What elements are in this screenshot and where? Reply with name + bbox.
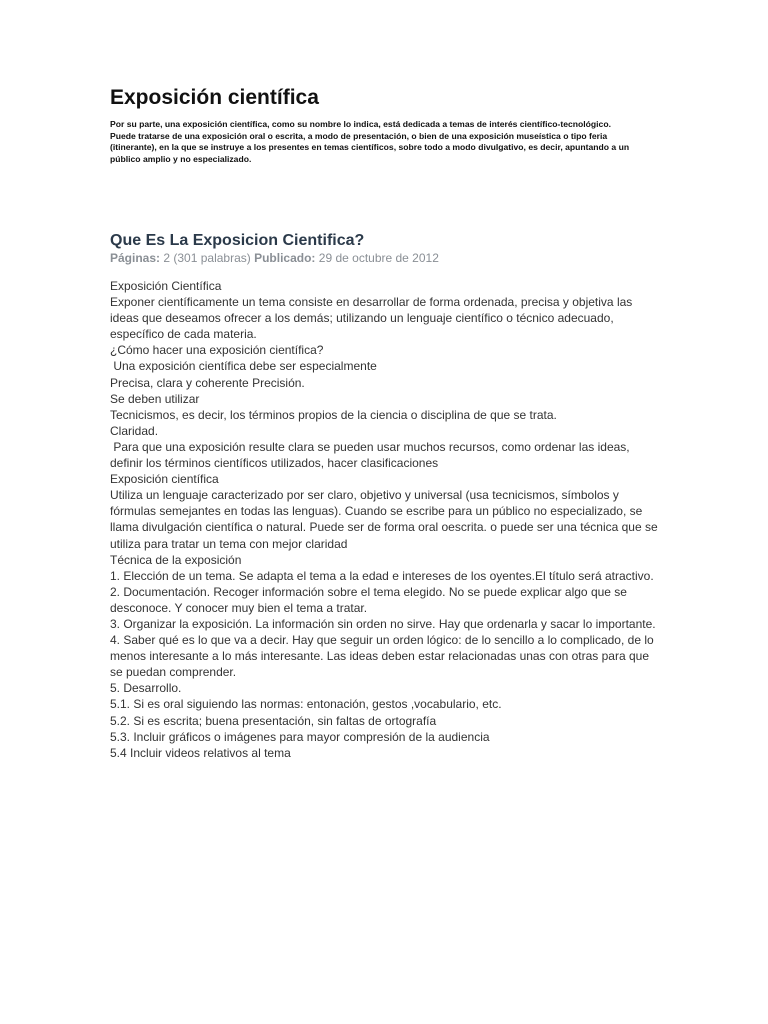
body-line: Utiliza un lenguaje caracterizado por ser claro, objetivo y universal (usa tecnicismos, símbolos y fórmulas semejantes en todas las lenguas). Cuando se escribe para un público no especializado, se llama divulgación científica o natural. Puede ser de forma oral oescrita. o puede ser una técnica que se utiliza para tratar un tema con mejor claridad bbox=[110, 488, 661, 551]
article-meta bbox=[110, 251, 439, 265]
body-line: Una exposición científica debe ser especialmente bbox=[110, 359, 377, 374]
body-line: 3. Organizar la exposición. La información sin orden no sirve. Hay que ordenarla y sacar lo importante. bbox=[110, 616, 656, 631]
body-line: 5. Desarrollo. bbox=[110, 681, 182, 696]
pages-value: 2 (301 palabras) bbox=[163, 251, 251, 265]
article-body bbox=[110, 278, 660, 761]
pages-label: Páginas: bbox=[110, 251, 161, 265]
body-line: 4. Saber qué es lo que va a decir. Hay que seguir un orden lógico: de lo sencillo a lo complicado, de lo menos interesante a lo más interesante. Las ideas deben estar relacionadas unas con otras para que se puedan comprender. bbox=[110, 633, 658, 680]
body-line: 5.4 Incluir videos relativos al tema bbox=[110, 745, 291, 760]
body-line: Exponer científicamente un tema consiste en desarrollar de forma ordenada, precisa y objetiva las ideas que deseamos ofrecer a los demás; utilizando un lenguaje científico o técnico adecuado, específico de cada materia. bbox=[110, 295, 636, 342]
body-line: 1. Elección de un tema. Se adapta el tema a la edad e intereses de los oyentes.El título será atractivo. bbox=[110, 568, 654, 583]
published-label: Publicado: bbox=[254, 251, 316, 265]
body-line: Claridad. bbox=[110, 423, 159, 438]
body-line: 5.1. Si es oral siguiendo las normas: entonación, gestos ,vocabulario, etc. bbox=[110, 697, 502, 712]
intro-paragraph: Por su parte, una exposición científica, como su nombre lo indica, está dedicada a temas de interés científico-tecnológico. Puede tratarse de una exposición oral o escrita, a modo de presentación, o bien de una exposición museística o tipo feria (itinerante), en la que se instruye a los presentes en temas científicos, sobre todo a modo divulgativo, es decir, apuntando a un público amplio y no especializado. bbox=[110, 119, 630, 164]
article-title: Que Es La Exposicion Cientifica? bbox=[110, 232, 365, 249]
body-line: Técnica de la exposición bbox=[110, 552, 242, 567]
body-line: Precisa, clara y coherente Precisión. bbox=[110, 375, 305, 390]
body-line: Tecnicismos, es decir, los términos propios de la ciencia o disciplina de que se trata. bbox=[110, 407, 557, 422]
body-line: 2. Documentación. Recoger información sobre el tema elegido. No se puede explicar algo que se desconoce. Y conocer muy bien el tema a tratar. bbox=[110, 584, 631, 615]
body-line: Para que una exposición resulte clara se pueden usar muchos recursos, como ordenar las ideas, definir los términos científicos utilizados, hacer clasificaciones bbox=[110, 439, 633, 471]
published-value: 29 de octubre de 2012 bbox=[318, 251, 439, 265]
body-line: ¿Cómo hacer una exposición científica? bbox=[110, 343, 324, 358]
body-line: Exposición Científica bbox=[110, 279, 222, 293]
page-title: Exposición científica bbox=[110, 86, 319, 109]
body-line: 5.3. Incluir gráficos o imágenes para mayor compresión de la audiencia bbox=[110, 729, 490, 744]
body-line: Exposición científica bbox=[110, 472, 219, 487]
body-line: 5.2. Si es escrita; buena presentación, sin faltas de ortografía bbox=[110, 713, 437, 728]
body-line: Se deben utilizar bbox=[110, 391, 200, 406]
